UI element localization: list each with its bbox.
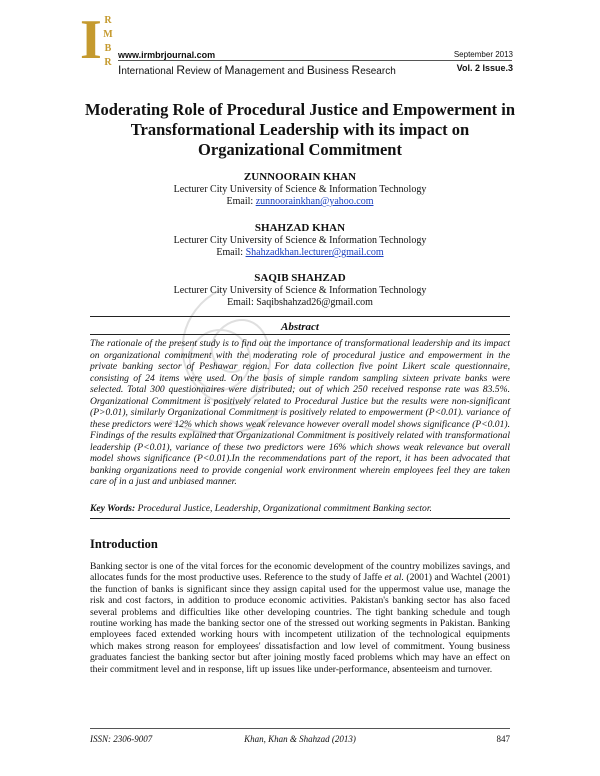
author-block — [80, 171, 520, 208]
introduction-paragraph: Banking sector is one of the vital forces for the economic development of the country mobilizes savings, and allocates funds for the most productive uses. Reference to the study of Jaffe et al. (2001) and Wachtel (2001) the function of banks is significant since they assign capital used for the uppermost value use, manage the risk and cost factors, in addition to produce economic activities. Pakistan's banking sector has also faced several problems and difficulties like other developing countries. The tight banking schedule and tough routine working has made the banking sector one of the stressed out working segments in Pakistan. Banking employees faced extended working hours with incompetent utilization of the technological equipments which makes strong reason for employees' dissatisfaction and low level of commitment. Young business graduates fanciest the banking sector but after joining mostly faced problems which may have an effect on their commitment level and in response, lift up issues like under-performance, absenteeism and turnover. — [90, 561, 510, 675]
paper-title: Moderating Role of Procedural Justice and Empowerment in Transformational Leadership with its impact on Organizational Commitment — [84, 100, 516, 159]
abstract-heading-rule — [90, 334, 510, 335]
author-block — [80, 222, 520, 259]
author-email-link[interactable]: Shahzadkhan.lecturer@gmail.com — [245, 247, 384, 258]
author-email: Saqibshahzad26@gmail.com — [256, 297, 373, 308]
logo-letter: M — [103, 29, 113, 40]
section-heading-introduction: Introduction — [90, 537, 158, 551]
journal-website[interactable]: www.irmbrjournal.com — [118, 50, 216, 60]
volume-issue: Vol. 2 Issue.3 — [456, 63, 513, 73]
abstract-heading: Abstract — [281, 321, 319, 333]
author-affiliation: Lecturer City University of Science & Information Technology — [173, 285, 427, 296]
author-name: SAQIB SHAHZAD — [254, 272, 346, 284]
author-email-line: Email: Saqibshahzad26@gmail.com — [227, 297, 373, 308]
footer-citation: Khan, Khan & Shahzad (2013) — [244, 734, 356, 744]
abstract-top-rule — [90, 316, 510, 317]
keywords-list: Procedural Justice, Leadership, Organizational commitment Banking sector. — [137, 503, 432, 514]
journal-logo-letters — [102, 14, 114, 70]
keywords-label: Key Words: — [90, 503, 136, 514]
author-affiliation: Lecturer City University of Science & Information Technology — [173, 235, 427, 246]
logo-letter: R — [104, 15, 112, 26]
journal-logo: I — [80, 9, 102, 71]
author-name: ZUNNOORAIN KHAN — [243, 171, 357, 183]
author-affiliation: Lecturer City University of Science & Information Technology — [173, 184, 427, 195]
issue-date: September 2013 — [453, 50, 513, 59]
author-email-line: Email: Shahzadkhan.lecturer@gmail.com — [216, 247, 384, 258]
logo-letter: B — [104, 43, 112, 54]
abstract-bottom-rule — [90, 518, 510, 519]
footer-issn: ISSN: 2306-9007 — [90, 734, 153, 744]
footer-divider — [90, 728, 510, 729]
keywords — [90, 503, 510, 514]
author-block — [80, 272, 520, 309]
abstract-text: The rationale of the present study is to find out the importance of transformational leadership and its impact on organizational commitment with the moderating role of procedural justice and empowerment in the private banking sector of Peshawar region. For data collection five point Likert scale questionnaire, consisting of 24 items were used. On the basis of simple random sampling sixteen private banks were selected. Total 300 questionnaires were distributed; out of which 250 received response rate was 83.5%. Organizational Commitment is positively related to Procedural Justice but the results were non-significant (P>0.01), similarly Organizational Commitment is positively related to empowerment (P<0.01). variance of these predictors were 12% which shows weak relevance however overall model shows significance (P<0.01). Findings of the results explained that Organizational Commitment is positively related with transformational leadership (P<0.01), variance of these two predictors were 16% which shows weak relevance but overall model shows significance (P<0.01).In the recommendations part of the report, it has been advocated that banking organizations need to provide congenial work environment wherein employees feel they are taken care of in a just and unbiased manner. — [90, 338, 510, 487]
author-email-line: Email: zunnoorainkhan@yahoo.com — [226, 196, 374, 207]
logo-letter: R — [104, 57, 112, 68]
header-divider — [118, 60, 512, 61]
journal-name: International Review of Management and Business Research — [118, 63, 396, 77]
author-email-link[interactable]: zunnoorainkhan@yahoo.com — [255, 196, 374, 207]
author-name: SHAHZAD KHAN — [254, 222, 346, 234]
page-number: 847 — [496, 734, 510, 744]
